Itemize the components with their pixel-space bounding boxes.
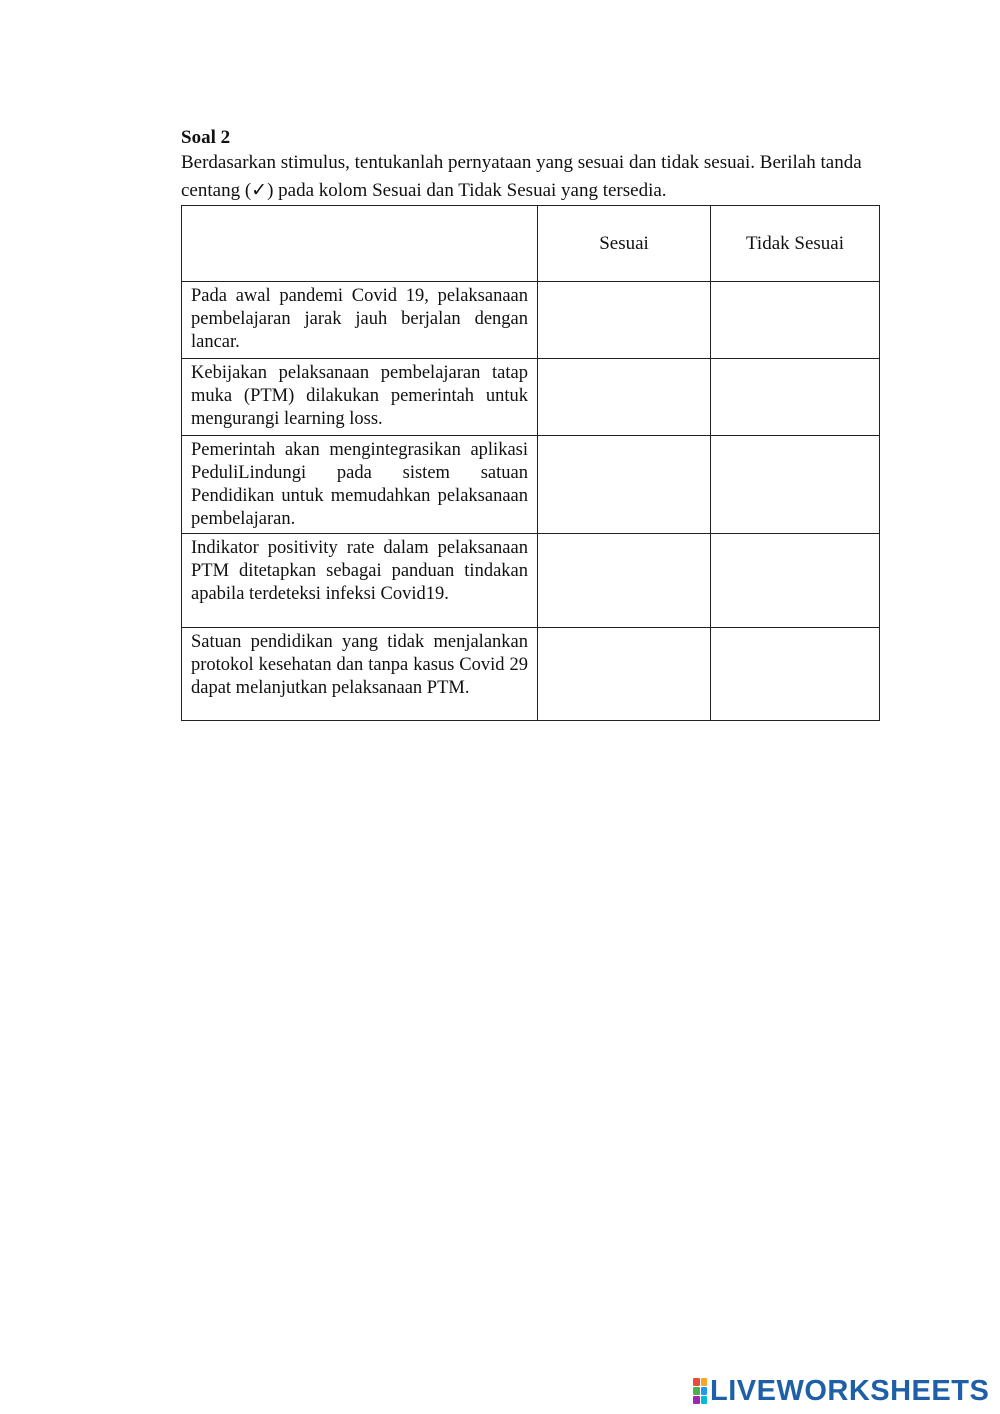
- sesuai-answer-cell[interactable]: [538, 534, 711, 628]
- sesuai-answer-cell[interactable]: [538, 628, 711, 721]
- logo-square: [693, 1378, 700, 1386]
- statement-cell: [182, 628, 538, 721]
- question-title: Soal 2: [181, 127, 231, 148]
- table-row: [182, 628, 880, 721]
- logo-square: [701, 1396, 708, 1404]
- instruction-text: Berdasarkan stimulus, tentukanlah pernyataan yang sesuai dan tidak sesuai. Berilah tanda centang (✓) pada kolom Sesuai dan Tidak Sesuai yang tersedia.: [181, 152, 862, 201]
- statement-cell: [182, 359, 538, 436]
- sesuai-answer-cell[interactable]: [538, 359, 711, 436]
- tidak-sesuai-answer-cell[interactable]: [711, 534, 880, 628]
- statement-text: Pada awal pandemi Covid 19, pelaksanaan pembelajaran jarak jauh berjalan dengan lancar.: [191, 286, 528, 352]
- table-row: [182, 436, 880, 534]
- statement-text: Satuan pendidikan yang tidak menjalankan protokol kesehatan dan tanpa kasus Covid 29 dapat melanjutkan pelaksanaan PTM.: [191, 632, 528, 698]
- tidak-sesuai-answer-cell[interactable]: [711, 359, 880, 436]
- logo-square: [693, 1387, 700, 1395]
- statement-cell: [182, 282, 538, 359]
- header-statement: [182, 206, 538, 282]
- statement-text: Pemerintah akan mengintegrasikan aplikasi PeduliLindungi pada sistem satuan Pendidikan untuk memudahkan pelaksanaan pembelajaran.: [191, 440, 528, 529]
- liveworksheets-logo: [693, 1376, 989, 1406]
- statement-text: Kebijakan pelaksanaan pembelajaran tatap muka (PTM) dilakukan pemerintah untuk mengurangi learning loss.: [191, 363, 528, 429]
- header-tidak-sesuai: Tidak Sesuai: [711, 206, 880, 282]
- statement-text: Indikator positivity rate dalam pelaksanaan PTM ditetapkan sebagai panduan tindakan apabila terdeteksi infeksi Covid19.: [191, 538, 528, 604]
- logo-mark-icon: [693, 1378, 707, 1404]
- header-sesuai: Sesuai: [538, 206, 711, 282]
- answer-table: [181, 205, 880, 721]
- sesuai-answer-cell[interactable]: [538, 436, 711, 534]
- statement-cell: [182, 534, 538, 628]
- logo-text: LIVEWORKSHEETS: [710, 1374, 990, 1407]
- logo-square: [701, 1378, 708, 1386]
- tidak-sesuai-answer-cell[interactable]: [711, 436, 880, 534]
- table-row: [182, 359, 880, 436]
- table-row: [182, 534, 880, 628]
- tidak-sesuai-answer-cell[interactable]: [711, 628, 880, 721]
- table-header-row: [182, 206, 880, 282]
- statement-cell: [182, 436, 538, 534]
- tidak-sesuai-answer-cell[interactable]: [711, 282, 880, 359]
- logo-square: [693, 1396, 700, 1404]
- table-row: [182, 282, 880, 359]
- logo-square: [701, 1387, 708, 1395]
- sesuai-answer-cell[interactable]: [538, 282, 711, 359]
